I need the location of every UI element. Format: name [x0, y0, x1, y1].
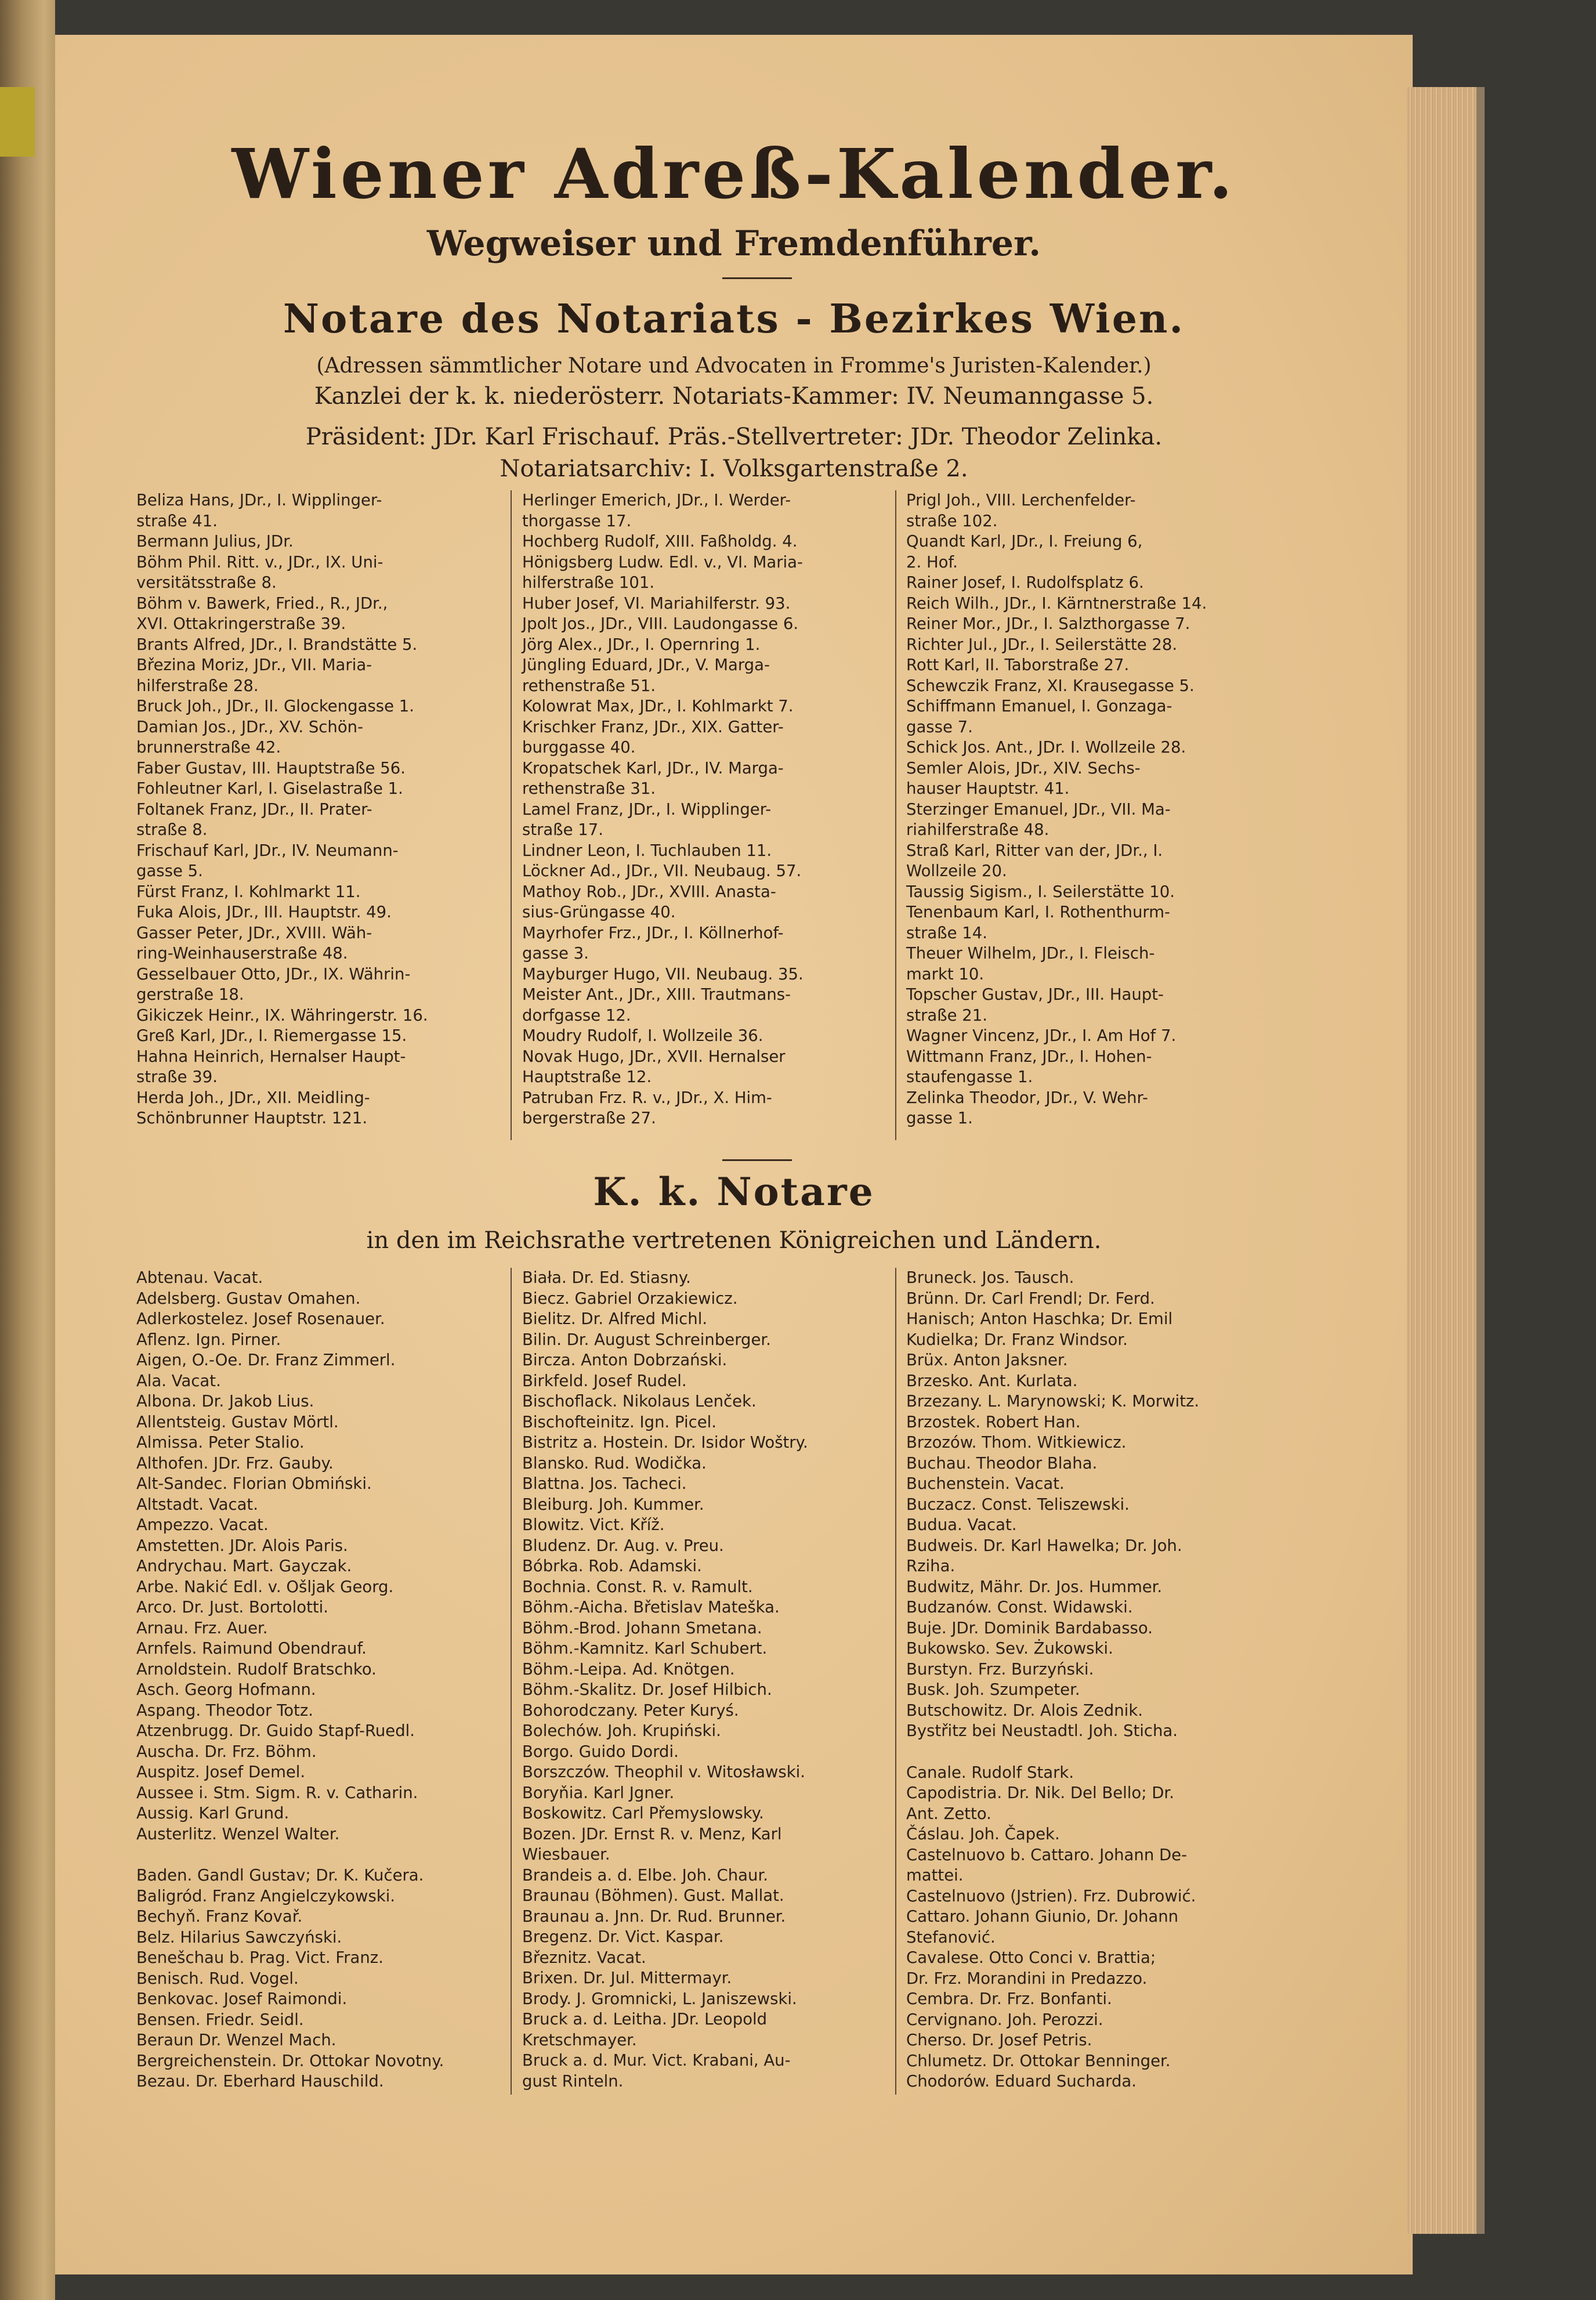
notare-wien-column-2 [522, 490, 893, 1129]
directory-entry-line: Hanisch; Anton Haschka; Dr. Emil [906, 1310, 1173, 1328]
directory-entry-line: Blattna. Jos. Tacheci. [522, 1474, 687, 1493]
directory-entry-line: Damian Jos., JDr., XV. Schön- [136, 717, 364, 736]
directory-entry-line: Brixen. Dr. Jul. Mittermayr. [522, 1969, 732, 1987]
directory-entry-line: Bolechów. Joh. Krupiński. [522, 1722, 721, 1740]
directory-entry-line: Brzezany. L. Marynowski; K. Morwitz. [906, 1392, 1200, 1411]
directory-entry-line: straße 17. [522, 820, 603, 839]
directory-entry-line: Löckner Ad., JDr., VII. Neubaug. 57. [522, 862, 802, 880]
directory-entry-line: Aspang. Theodor Totz. [136, 1701, 314, 1720]
directory-entry-line: mattei. [906, 1866, 964, 1885]
directory-entry-line: Kretschmayer. [522, 2030, 637, 2049]
directory-entry-line: sius-Grüngasse 40. [522, 903, 676, 921]
directory-entry-line: Birkfeld. Josef Rudel. [522, 1371, 687, 1390]
directory-entry-line: Theuer Wilhelm, JDr., I. Fleisch- [906, 944, 1155, 963]
directory-entry-line: Arnoldstein. Rudolf Bratschko. [136, 1659, 377, 1679]
directory-entry-line: Dr. Frz. Morandini in Predazzo. [906, 1969, 1148, 1988]
directory-entry-line: Hönigsberg Ludw. Edl. v., VI. Maria- [522, 552, 803, 572]
directory-entry-line: Brants Alfred, JDr., I. Brandstätte 5. [136, 635, 418, 654]
directory-entry-line: versitätsstraße 8. [136, 573, 277, 592]
directory-entry-line: riahilferstraße 48. [906, 820, 1049, 839]
directory-entry-line: Reiner Mor., JDr., I. Salzthorgasse 7. [906, 614, 1190, 633]
directory-entry-line: Arnau. Frz. Auer. [136, 1618, 268, 1637]
directory-entry-line: Beliza Hans, JDr., I. Wipplinger- [136, 491, 382, 509]
directory-entry-line: Gesselbauer Otto, JDr., IX. Währin- [136, 964, 411, 983]
directory-entry-line: gasse 3. [522, 944, 589, 963]
directory-entry-line: Lamel Franz, JDr., I. Wipplinger- [522, 800, 772, 819]
directory-entry-line: Benisch. Rud. Vogel. [136, 1969, 299, 1988]
directory-entry-line: Wagner Vincenz, JDr., I. Am Hof 7. [906, 1026, 1177, 1045]
directory-entry-line: Biała. Dr. Ed. Stiasny. [522, 1268, 691, 1287]
directory-entry-line: Frischauf Karl, JDr., IV. Neumann- [136, 841, 399, 860]
directory-entry-line: Amstetten. JDr. Alois Paris. [136, 1536, 348, 1555]
directory-entry-line: Bensen. Friedr. Seidl. [136, 2010, 304, 2029]
directory-entry-line: Fuka Alois, JDr., III. Hauptstr. 49. [136, 903, 392, 921]
directory-entry-line: Alt-Sandec. Florian Obmiński. [136, 1474, 372, 1493]
notare-wien-column-3 [906, 490, 1277, 1129]
directory-entry-line: Cavalese. Otto Conci v. Brattia; [906, 1948, 1156, 1967]
directory-entry-line: Herda Joh., JDr., XII. Meidling- [136, 1088, 370, 1107]
directory-entry-line: Mayrhofer Frz., JDr., I. Köllnerhof- [522, 923, 784, 942]
directory-entry-line: Buchenstein. Vacat. [906, 1474, 1065, 1493]
kanzlei-line: Kanzlei der k. k. niederösterr. Notariats-Kammer: IV. Neumanngasse 5. [314, 383, 1154, 410]
section-title-notare-wien: Notare des Notariats - Bezirkes Wien. [283, 296, 1185, 342]
directory-entry-line: Schick Jos. Ant., JDr. I. Wollzeile 28. [906, 738, 1186, 757]
directory-entry-line: Gasser Peter, JDr., XVIII. Wäh- [136, 923, 372, 942]
directory-entry-line: Bruck a. d. Mur. Vict. Krabani, Au- [522, 2051, 791, 2070]
section-subtitle-kk-notare: in den im Reichsrathe vertretenen Königreichen und Ländern. [366, 1227, 1102, 1254]
directory-entry-line: Wiesbauer. [522, 1845, 610, 1864]
directory-entry-line: Altstadt. Vacat. [136, 1495, 258, 1514]
directory-entry-line: Bistritz a. Hostein. Dr. Isidor Woštry. [522, 1433, 808, 1452]
directory-entry-line: Auscha. Dr. Frz. Böhm. [136, 1742, 317, 1761]
directory-entry-line: Rainer Josef, I. Rudolfsplatz 6. [906, 573, 1144, 592]
directory-entry-line: straße 21. [906, 1006, 987, 1025]
directory-entry-line: gasse 5. [136, 862, 203, 880]
directory-entry-line: Aussig. Karl Grund. [136, 1804, 289, 1822]
directory-entry-line: Ampezzo. Vacat. [136, 1516, 269, 1534]
directory-entry-line: Cembra. Dr. Frz. Bonfanti. [906, 1990, 1112, 2008]
directory-entry-line: Auspitz. Josef Demel. [136, 1763, 306, 1781]
directory-entry-line: Čáslau. Joh. Čapek. [906, 1825, 1060, 1843]
kk-notare-column-2 [522, 1268, 893, 2092]
directory-entry-line: Belz. Hilarius Sawczyński. [136, 1927, 342, 1947]
directory-entry-line: Stefanović. [906, 1927, 996, 1947]
directory-entry-line: Tenenbaum Karl, I. Rothenthurm- [906, 903, 1170, 921]
directory-entry-line: Castelnuovo (Jstrien). Frz. Dubrowić. [906, 1886, 1196, 1905]
directory-entry-line: Wollzeile 20. [906, 862, 1007, 880]
directory-entry-line: dorfgasse 12. [522, 1006, 631, 1025]
directory-entry-line: Rott Karl, II. Taborstraße 27. [906, 656, 1130, 674]
directory-entry-line: Jpolt Jos., JDr., VIII. Laudongasse 6. [522, 614, 799, 633]
entry-gap [136, 1845, 508, 1865]
directory-entry-line: Patruban Frz. R. v., JDr., X. Him- [522, 1088, 772, 1107]
directory-entry-line: Busk. Joh. Szumpeter. [906, 1680, 1080, 1699]
directory-entry-line: Rziha. [906, 1557, 956, 1575]
directory-entry-line: burggasse 40. [522, 738, 636, 757]
directory-entry-line: Atzenbrugg. Dr. Guido Stapf-Ruedl. [136, 1722, 415, 1740]
directory-entry-line: Hahna Heinrich, Hernalser Haupt- [136, 1047, 406, 1066]
directory-entry-line: rethenstraße 31. [522, 779, 656, 798]
directory-entry-line: Blowitz. Vict. Kříž. [522, 1516, 665, 1534]
left-book-spine [0, 0, 55, 2300]
section-title-kk-notare: K. k. Notare [593, 1169, 875, 1214]
directory-entry-line: Richter Jul., JDr., I. Seilerstätte 28. [906, 635, 1178, 654]
directory-entry-line: Straß Karl, Ritter van der, JDr., I. [906, 841, 1163, 860]
directory-entry-line: Kolowrat Max, JDr., I. Kohlmarkt 7. [522, 697, 794, 715]
directory-entry-line: Topscher Gustav, JDr., III. Haupt- [906, 985, 1164, 1004]
directory-entry-line: Novak Hugo, JDr., XVII. Hernalser [522, 1047, 786, 1066]
directory-entry-line: Reich Wilh., JDr., I. Kärntnerstraße 14. [906, 594, 1207, 613]
directory-entry-line: Cherso. Dr. Josef Petris. [906, 2031, 1092, 2049]
directory-entry-line: Bludenz. Dr. Aug. v. Preu. [522, 1536, 724, 1555]
directory-entry-line: Arbe. Nakić Edl. v. Ošljak Georg. [136, 1577, 394, 1596]
directory-entry-line: Brünn. Dr. Carl Frendl; Dr. Ferd. [906, 1289, 1155, 1308]
directory-entry-line: Taussig Sigism., I. Seilerstätte 10. [906, 882, 1175, 901]
directory-entry-line: Benkovac. Josef Raimondi. [136, 1990, 348, 2008]
directory-entry-line: Bukowsko. Sev. Żukowski. [906, 1639, 1113, 1658]
directory-entry-line: gasse 1. [906, 1109, 973, 1127]
directory-entry-line: Adlerkostelez. Josef Rosenauer. [136, 1310, 385, 1328]
directory-entry-line: Benešchau b. Prag. Vict. Franz. [136, 1948, 383, 1967]
binding-tape [0, 87, 35, 157]
directory-entry-line: Budweis. Dr. Karl Hawelka; Dr. Joh. [906, 1536, 1182, 1555]
directory-entry-line: Burstyn. Frz. Burzyński. [906, 1659, 1094, 1679]
directory-entry-line: Buje. JDr. Dominik Bardabasso. [906, 1618, 1153, 1637]
section-note: (Adressen sämmtlicher Notare und Advocaten in Fromme's Juristen-Kalender.) [316, 354, 1152, 378]
directory-entry-line: Herlinger Emerich, JDr., I. Werder- [522, 491, 791, 509]
directory-entry-line: Böhm.-Skalitz. Dr. Josef Hilbich. [522, 1680, 772, 1699]
directory-entry-line: Asch. Georg Hofmann. [136, 1680, 316, 1699]
directory-entry-line: Jüngling Eduard, JDr., V. Marga- [522, 656, 770, 674]
directory-entry-line: Brzesko. Ant. Kurlata. [906, 1371, 1078, 1390]
directory-entry-line: Sterzinger Emanuel, JDr., VII. Ma- [906, 800, 1171, 819]
directory-entry-line: Prigl Joh., VIII. Lerchenfelder- [906, 491, 1136, 509]
directory-entry-line: gasse 7. [906, 717, 973, 736]
directory-entry-line: Arnfels. Raimund Obendrauf. [136, 1639, 367, 1658]
directory-entry-line: Biecz. Gabriel Orzakiewicz. [522, 1289, 738, 1308]
directory-entry-line: Kropatschek Karl, JDr., IV. Marga- [522, 758, 784, 777]
directory-entry-line: Aigen, O.-Oe. Dr. Franz Zimmerl. [136, 1351, 396, 1369]
directory-entry-line: Castelnuovo b. Cattaro. Johann De- [906, 1845, 1188, 1864]
directory-entry-line: Böhm.-Kamnitz. Karl Schubert. [522, 1639, 768, 1658]
directory-entry-line: Baden. Gandl Gustav; Dr. K. Kučera. [136, 1866, 424, 1885]
directory-entry-line: Kudielka; Dr. Franz Windsor. [906, 1330, 1128, 1349]
directory-entry-line: markt 10. [906, 964, 985, 983]
directory-entry-line: staufengasse 1. [906, 1068, 1033, 1086]
directory-entry-line: Moudry Rudolf, I. Wollzeile 36. [522, 1026, 763, 1045]
directory-entry-line: Blansko. Rud. Wodička. [522, 1453, 707, 1473]
page-edges [1407, 87, 1485, 2234]
column-divider [895, 1268, 896, 2095]
directory-entry-line: Bircza. Anton Dobrzański. [522, 1351, 728, 1369]
directory-entry-line: Allentsteig. Gustav Mörtl. [136, 1412, 339, 1431]
directory-entry-line: straße 8. [136, 820, 208, 839]
directory-entry-line: Bystřitz bei Neustadtl. Joh. Sticha. [906, 1722, 1178, 1740]
column-divider [895, 490, 896, 1140]
directory-entry-line: Bilin. Dr. August Schreinberger. [522, 1330, 771, 1349]
directory-entry-line: Bergreichenstein. Dr. Ottokar Novotny. [136, 2051, 444, 2070]
directory-entry-line: Quandt Karl, JDr., I. Freiung 6, [906, 532, 1143, 551]
directory-entry-line: Abtenau. Vacat. [136, 1268, 263, 1287]
entry-gap [906, 1742, 1277, 1763]
title-divider [722, 277, 792, 279]
directory-entry-line: Bischofteinitz. Ign. Picel. [522, 1412, 717, 1431]
directory-entry-line: Aflenz. Ign. Pirner. [136, 1330, 281, 1349]
directory-entry-line: Böhm.-Aicha. Břetislav Mateška. [522, 1598, 780, 1616]
directory-entry-line: Austerlitz. Wenzel Walter. [136, 1824, 340, 1843]
directory-entry-line: Schiffmann Emanuel, I. Gonzaga- [906, 697, 1172, 715]
directory-entry-line: Meister Ant., JDr., XIII. Trautmans- [522, 985, 791, 1004]
directory-entry-line: Budzanów. Const. Widawski. [906, 1598, 1133, 1616]
directory-entry-line: gerstraße 18. [136, 985, 244, 1004]
directory-entry-line: Foltanek Franz, JDr., II. Prater- [136, 800, 372, 819]
directory-entry-line: Jörg Alex., JDr., I. Opernring 1. [522, 635, 761, 654]
directory-entry-line: thorgasse 17. [522, 511, 632, 530]
directory-entry-line: Gikiczek Heinr., IX. Währingerstr. 16. [136, 1006, 428, 1025]
directory-entry-line: Krischker Franz, JDr., XIX. Gatter- [522, 717, 784, 736]
directory-entry-line: straße 41. [136, 511, 218, 530]
directory-entry-line: Brzozów. Thom. Witkiewicz. [906, 1433, 1127, 1452]
praesident-line: Präsident: JDr. Karl Frischauf. Präs.-Stellvertreter: JDr. Theodor Zelinka. [305, 424, 1163, 450]
directory-entry-line: Brandeis a. d. Elbe. Joh. Chaur. [522, 1865, 768, 1885]
directory-entry-line: Albona. Dr. Jakob Lius. [136, 1392, 314, 1411]
directory-entry-line: Chlumetz. Dr. Ottokar Benninger. [906, 2051, 1171, 2070]
directory-entry-line: ring-Weinhauserstraße 48. [136, 944, 348, 963]
directory-entry-line: Bermann Julius, JDr. [136, 532, 294, 551]
section-divider [722, 1159, 792, 1161]
column-divider [511, 1268, 512, 2095]
directory-entry-line: straße 39. [136, 1068, 218, 1086]
directory-entry-line: XVI. Ottakringerstraße 39. [136, 614, 346, 633]
directory-entry-line: brunnerstraße 42. [136, 738, 281, 757]
directory-entry-line: Bezau. Dr. Eberhard Hauschild. [136, 2072, 384, 2091]
directory-entry-line: Aussee i. Stm. Sigm. R. v. Catharin. [136, 1783, 418, 1802]
directory-entry-line: Budua. Vacat. [906, 1516, 1017, 1534]
directory-entry-line: Braunau a. Jnn. Dr. Rud. Brunner. [522, 1907, 786, 1926]
directory-entry-line: Hochberg Rudolf, XIII. Faßholdg. 4. [522, 532, 798, 551]
directory-entry-line: Wittmann Franz, JDr., I. Hohen- [906, 1047, 1152, 1066]
directory-entry-line: Böhm.-Leipa. Ad. Knötgen. [522, 1659, 735, 1679]
archiv-line: Notariatsarchiv: I. Volksgartenstraße 2. [500, 455, 968, 482]
directory-entry-line: Cervignano. Joh. Perozzi. [906, 2010, 1103, 2029]
directory-entry-line: Bozen. JDr. Ernst R. v. Menz, Karl [522, 1824, 782, 1843]
directory-entry-line: Brzostek. Robert Han. [906, 1412, 1081, 1431]
directory-entry-line: Březnitz. Vacat. [522, 1948, 646, 1967]
directory-entry-line: Bischoflack. Nikolaus Lenček. [522, 1392, 757, 1411]
directory-entry-line: Mayburger Hugo, VII. Neubaug. 35. [522, 964, 804, 983]
directory-entry-line: Budwitz, Mähr. Dr. Jos. Hummer. [906, 1577, 1163, 1596]
directory-entry-line: Beraun Dr. Wenzel Mach. [136, 2031, 336, 2049]
directory-entry-line: Brüx. Anton Jaksner. [906, 1351, 1068, 1369]
directory-entry-line: Schönbrunner Hauptstr. 121. [136, 1109, 368, 1127]
directory-entry-line: Borgo. Guido Dordi. [522, 1742, 679, 1761]
directory-entry-line: Bruck Joh., JDr., II. Glockengasse 1. [136, 697, 415, 715]
directory-entry-line: Brody. J. Gromnicki, L. Janiszewski. [522, 1989, 797, 2008]
directory-entry-line: Althofen. JDr. Frz. Gauby. [136, 1453, 334, 1473]
directory-entry-line: Borszczów. Theophil v. Witosławski. [522, 1763, 806, 1781]
directory-entry-line: Lindner Leon, I. Tuchlauben 11. [522, 841, 772, 860]
directory-entry-line: bergerstraße 27. [522, 1109, 656, 1127]
page-subtitle: Wegweiser und Fremdenführer. [426, 223, 1041, 264]
directory-entry-line: gust Rinteln. [522, 2071, 624, 2091]
directory-entry-line: Mathoy Rob., JDr., XVIII. Anasta- [522, 882, 776, 901]
directory-entry-line: Bohorodczany. Peter Kuryś. [522, 1701, 739, 1720]
directory-entry-line: Ant. Zetto. [906, 1804, 991, 1823]
directory-entry-line: Bregenz. Dr. Vict. Kaspar. [522, 1927, 724, 1946]
directory-entry-line: Chodorów. Eduard Sucharda. [906, 2072, 1137, 2091]
directory-entry-line: Andrychau. Mart. Gayczak. [136, 1557, 352, 1575]
directory-entry-line: Semler Alois, JDr., XIV. Sechs- [906, 758, 1141, 777]
directory-entry-line: Březina Moriz, JDr., VII. Maria- [136, 656, 372, 674]
directory-entry-line: Fohleutner Karl, I. Giselastraße 1. [136, 779, 403, 798]
directory-entry-line: Baligród. Franz Angielczykowski. [136, 1886, 396, 1905]
directory-entry-line: Ala. Vacat. [136, 1371, 221, 1390]
directory-entry-line: Greß Karl, JDr., I. Riemergasse 15. [136, 1026, 407, 1045]
directory-entry-line: Capodistria. Dr. Nik. Del Bello; Dr. [906, 1784, 1174, 1802]
directory-entry-line: rethenstraße 51. [522, 676, 656, 695]
directory-entry-line: Hauptstraße 12. [522, 1068, 652, 1086]
directory-entry-line: 2. Hof. [906, 552, 958, 572]
directory-entry-line: Böhm.-Brod. Johann Smetana. [522, 1618, 762, 1637]
directory-entry-line: straße 14. [906, 923, 987, 942]
directory-entry-line: Butschowitz. Dr. Alois Zednik. [906, 1701, 1143, 1720]
kk-notare-column-3 [906, 1268, 1277, 2092]
column-divider [511, 490, 512, 1140]
directory-entry-line: Boskowitz. Carl Přemyslowsky. [522, 1804, 764, 1822]
directory-entry-line: Bochnia. Const. R. v. Ramult. [522, 1577, 753, 1596]
directory-entry-line: Bechyň. Franz Kovař. [136, 1907, 303, 1926]
directory-entry-line: hilferstraße 28. [136, 676, 259, 695]
directory-entry-line: Faber Gustav, III. Hauptstraße 56. [136, 758, 406, 777]
directory-entry-line: Boryňia. Karl Jgner. [522, 1783, 675, 1802]
directory-entry-line: Böhm v. Bawerk, Fried., R., JDr., [136, 594, 388, 613]
directory-entry-line: Bóbrka. Rob. Adamski. [522, 1557, 702, 1575]
directory-entry-line: Bruneck. Jos. Tausch. [906, 1268, 1074, 1287]
directory-entry-line: Bielitz. Dr. Alfred Michl. [522, 1310, 708, 1328]
directory-entry-line: Braunau (Böhmen). Gust. Mallat. [522, 1886, 784, 1905]
directory-entry-line: Adelsberg. Gustav Omahen. [136, 1289, 361, 1308]
directory-entry-line: Bleiburg. Joh. Kummer. [522, 1495, 704, 1514]
directory-entry-line: straße 102. [906, 511, 998, 530]
directory-entry-line: hauser Hauptstr. 41. [906, 779, 1070, 798]
directory-entry-line: hilferstraße 101. [522, 573, 655, 592]
directory-entry-line: Buczacz. Const. Teliszewski. [906, 1495, 1130, 1514]
directory-entry-line: Buchau. Theodor Blaha. [906, 1453, 1098, 1473]
directory-entry-line: Schewczik Franz, XI. Krausegasse 5. [906, 676, 1195, 695]
directory-entry-line: Böhm Phil. Ritt. v., JDr., IX. Uni- [136, 552, 383, 572]
directory-entry-line: Canale. Rudolf Stark. [906, 1763, 1074, 1782]
notare-wien-column-1 [136, 490, 508, 1129]
directory-entry-line: Bruck a. d. Leitha. JDr. Leopold [522, 2010, 768, 2028]
directory-entry-line: Cattaro. Johann Giunio, Dr. Johann [906, 1907, 1179, 1926]
page-title: Wiener Adreß-Kalender. [231, 133, 1236, 214]
directory-entry-line: Huber Josef, VI. Mariahilferstr. 93. [522, 594, 791, 613]
directory-entry-line: Almissa. Peter Stalio. [136, 1433, 305, 1452]
directory-entry-line: Arco. Dr. Just. Bortolotti. [136, 1598, 329, 1616]
kk-notare-column-1 [136, 1268, 508, 2092]
directory-entry-line: Fürst Franz, I. Kohlmarkt 11. [136, 882, 361, 901]
directory-entry-line: Zelinka Theodor, JDr., V. Wehr- [906, 1088, 1148, 1107]
